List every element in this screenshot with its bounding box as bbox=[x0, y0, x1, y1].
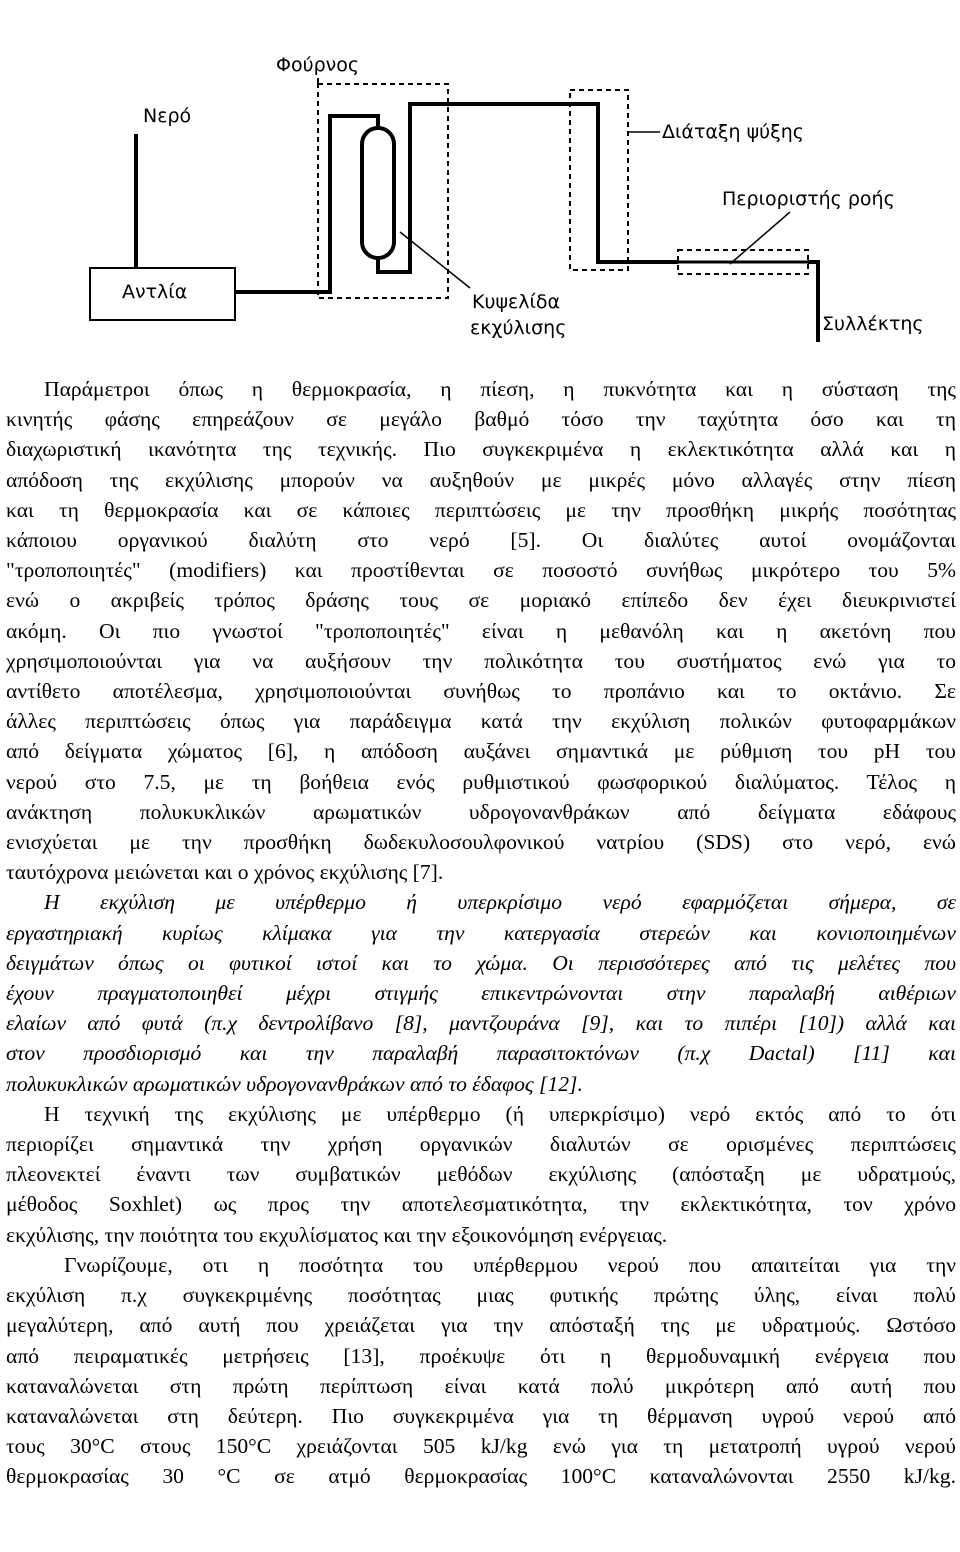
document-body bbox=[6, 374, 956, 1492]
text-line: στον προσδιορισμό και την παραλαβή παρασιτοκτόνων (π.χ Dactal) [11] και bbox=[6, 1041, 956, 1066]
cooling-label: Διάταξη ψύξης bbox=[662, 121, 804, 143]
text-line: ελαίων από φυτά (π.χ δεντρολίβανο [8], μαντζουράνα [9], και το πιπέρι [10]) αλλά και bbox=[6, 1011, 956, 1036]
text-line: ενώ ο ακριβείς τρόπος δράσης τους σε μοριακό επίπεδο δεν έχει διευκρινιστεί bbox=[6, 588, 956, 613]
pump-label: Αντλία bbox=[122, 281, 188, 303]
text-line: νερού στο 7.5, με τη βοήθεια ενός ρυθμιστικού φωσφορικού διαλύματος. Τέλος η bbox=[6, 769, 956, 794]
text-line: ενισχύεται με την προσθήκη δωδεκυλοσουλφονικού νατρίου (SDS) στο νερό, ενώ bbox=[6, 830, 956, 855]
text-line: "τροποποιητές" (modifiers) και προστίθενται σε ποσοστό συνήθως μικρότερο του 5% bbox=[6, 558, 956, 583]
cell-outlet-line bbox=[378, 104, 678, 272]
text-line: εργαστηριακή κυρίως κλίμακα για την κατεργασία στερεών και κονιοποιημένων bbox=[6, 920, 956, 945]
text-line: μέθοδος Soxhlet) ως προς την αποτελεσματικότητα, την εκλεκτικότητα, τον χρόνο bbox=[6, 1192, 956, 1217]
text-line: δειγμάτων όπως οι φυτικοί ιστοί και το χώμα. Οι περισσότερες από τις μελέτες που bbox=[6, 950, 956, 975]
text-line: πολυκυκλικών αρωματικών υδρογονανθράκων από το έδαφος [12]. bbox=[6, 1071, 583, 1096]
text-line: χρησιμοποιούνται για να αυξήσουν την πολικότητα του συστήματος ενώ για το bbox=[6, 648, 956, 673]
text-line: καταναλώνεται στη δεύτερη. Πιο συγκεκριμένα για τη θέρμανση υγρού νερού από bbox=[6, 1403, 956, 1428]
text-line: ανάκτηση πολυκυκλικών αρωματικών υδρογονανθράκων από δείγματα εδάφους bbox=[6, 799, 956, 824]
text-line: περιορίζει σημαντικά την χρήση οργανικών διαλυτών σε ορισμένες περιπτώσεις bbox=[6, 1132, 956, 1157]
text-line: από δείγματα χώματος [6], η απόδοση αυξάνει σημαντικά με ρύθμιση του pH του bbox=[6, 739, 956, 764]
text-line: Η εκχύλιση με υπέρθερμο ή υπερκρίσιμο νερό εφαρμόζεται σήμερα, σε bbox=[44, 890, 956, 915]
text-line: έχουν πραγματοποιηθεί μέχρι στιγμής επικεντρώνονται στην παραλαβή αιθέριων bbox=[6, 981, 956, 1006]
extraction-apparatus-diagram bbox=[0, 0, 960, 370]
text-line: εκχύλιση π.χ συγκεκριμένης ποσότητας μιας φυτικής πρώτης ύλης, είναι πολύ bbox=[6, 1283, 956, 1308]
pump-to-cell-line bbox=[235, 116, 378, 292]
text-line: θερμοκρασίας 30 °C σε ατμό θερμοκρασίας 100°C καταναλώνονται 2550 kJ/kg. bbox=[6, 1464, 956, 1489]
water-label: Νερό bbox=[143, 105, 192, 127]
text-line: Γνωρίζουμε, οτι η ποσότητα του υπέρθερμου νερού που απαιτείται για την bbox=[64, 1252, 956, 1277]
paragraph-advantages bbox=[6, 1099, 956, 1250]
extraction-cell bbox=[362, 128, 394, 258]
cell-label-line2: εκχύλισης bbox=[470, 317, 567, 339]
text-line: πλεονεκτεί έναντι των συμβατικών μεθόδων εκχύλισης (απόσταξη με υδρατμούς, bbox=[6, 1162, 956, 1187]
text-line: Παράμετροι όπως η θερμοκρασία, η πίεση, η πυκνότητα και η σύσταση της bbox=[44, 377, 956, 401]
collector-line bbox=[808, 262, 818, 342]
text-line: αντίθετο αποτέλεσμα, χρησιμοποιούνται συνήθως το προπάνιο και το οκτάνιο. Σε bbox=[6, 679, 956, 704]
text-line: από πειραματικές μετρήσεις [13], προέκυψε ότι η θερμοδυναμική ενέργεια που bbox=[6, 1343, 956, 1368]
paragraph-energy bbox=[6, 1250, 956, 1492]
oven-label: Φούρνος bbox=[276, 54, 360, 76]
text-line: κάποιου οργανικού διαλύτη στο νερό [5]. Οι διαλύτες αυτοί ονομάζονται bbox=[6, 528, 956, 553]
text-line: κινητής φάσης επηρεάζουν σε μεγάλο βαθμό τόσο την ταχύτητα όσο και τη bbox=[6, 407, 956, 432]
text-line: άλλες περιπτώσεις όπως για παράδειγμα κατά την εκχύλιση πολικών φυτοφαρμάκων bbox=[6, 709, 956, 734]
paragraph-parameters bbox=[6, 374, 956, 887]
text-line: και τη θερμοκρασία και σε κάποιες περιπτώσεις με την προσθήκη μικρής ποσότητας bbox=[6, 497, 956, 522]
text-line: ακόμη. Οι πιο γνωστοί "τροποποιητές" είναι η μεθανόλη και η ακετόνη που bbox=[6, 618, 956, 643]
text-line: Η τεχνική της εκχύλισης με υπέρθερμο (ή υπερκρίσιμο) νερό εκτός από το ότι bbox=[44, 1101, 956, 1126]
cell-label-line1: Κυψελίδα bbox=[472, 291, 561, 313]
text-line: μεγαλύτερη, από αυτή που χρειάζεται για την απόσταξή της με υδρατμούς. Ωστόσο bbox=[6, 1313, 956, 1338]
collector-label: Συλλέκτης bbox=[822, 313, 924, 335]
flow-restrictor-pointer bbox=[730, 212, 790, 264]
text-line: διαχωριστική ικανότητα της τεχνικής. Πιο συγκεκριμένα η εκλεκτικότητα αλλά και η bbox=[6, 437, 956, 462]
text-line: τους 30°C στους 150°C χρειάζονται 505 kJ/kg ενώ για τη μετατροπή υγρού νερού bbox=[6, 1434, 956, 1459]
text-line: απόδοση της εκχύλισης μπορούν να αυξηθούν με μικρές μόνο αλλαγές στην πίεση bbox=[6, 467, 956, 492]
text-line: καταναλώνεται στη πρώτη περίπτωση είναι κατά πολύ μικρότερη από αυτή που bbox=[6, 1373, 956, 1398]
flow-restrictor-label: Περιοριστής ροής bbox=[722, 188, 895, 210]
text-line: εκχύλισης, την ποιότητα του εκχυλίσματος και την εξοικονόμηση ενέργειας. bbox=[6, 1222, 668, 1247]
text-line: ταυτόχρονα μειώνεται και ο χρόνος εκχύλισης [7]. bbox=[6, 860, 444, 885]
paragraph-applications bbox=[6, 887, 956, 1098]
